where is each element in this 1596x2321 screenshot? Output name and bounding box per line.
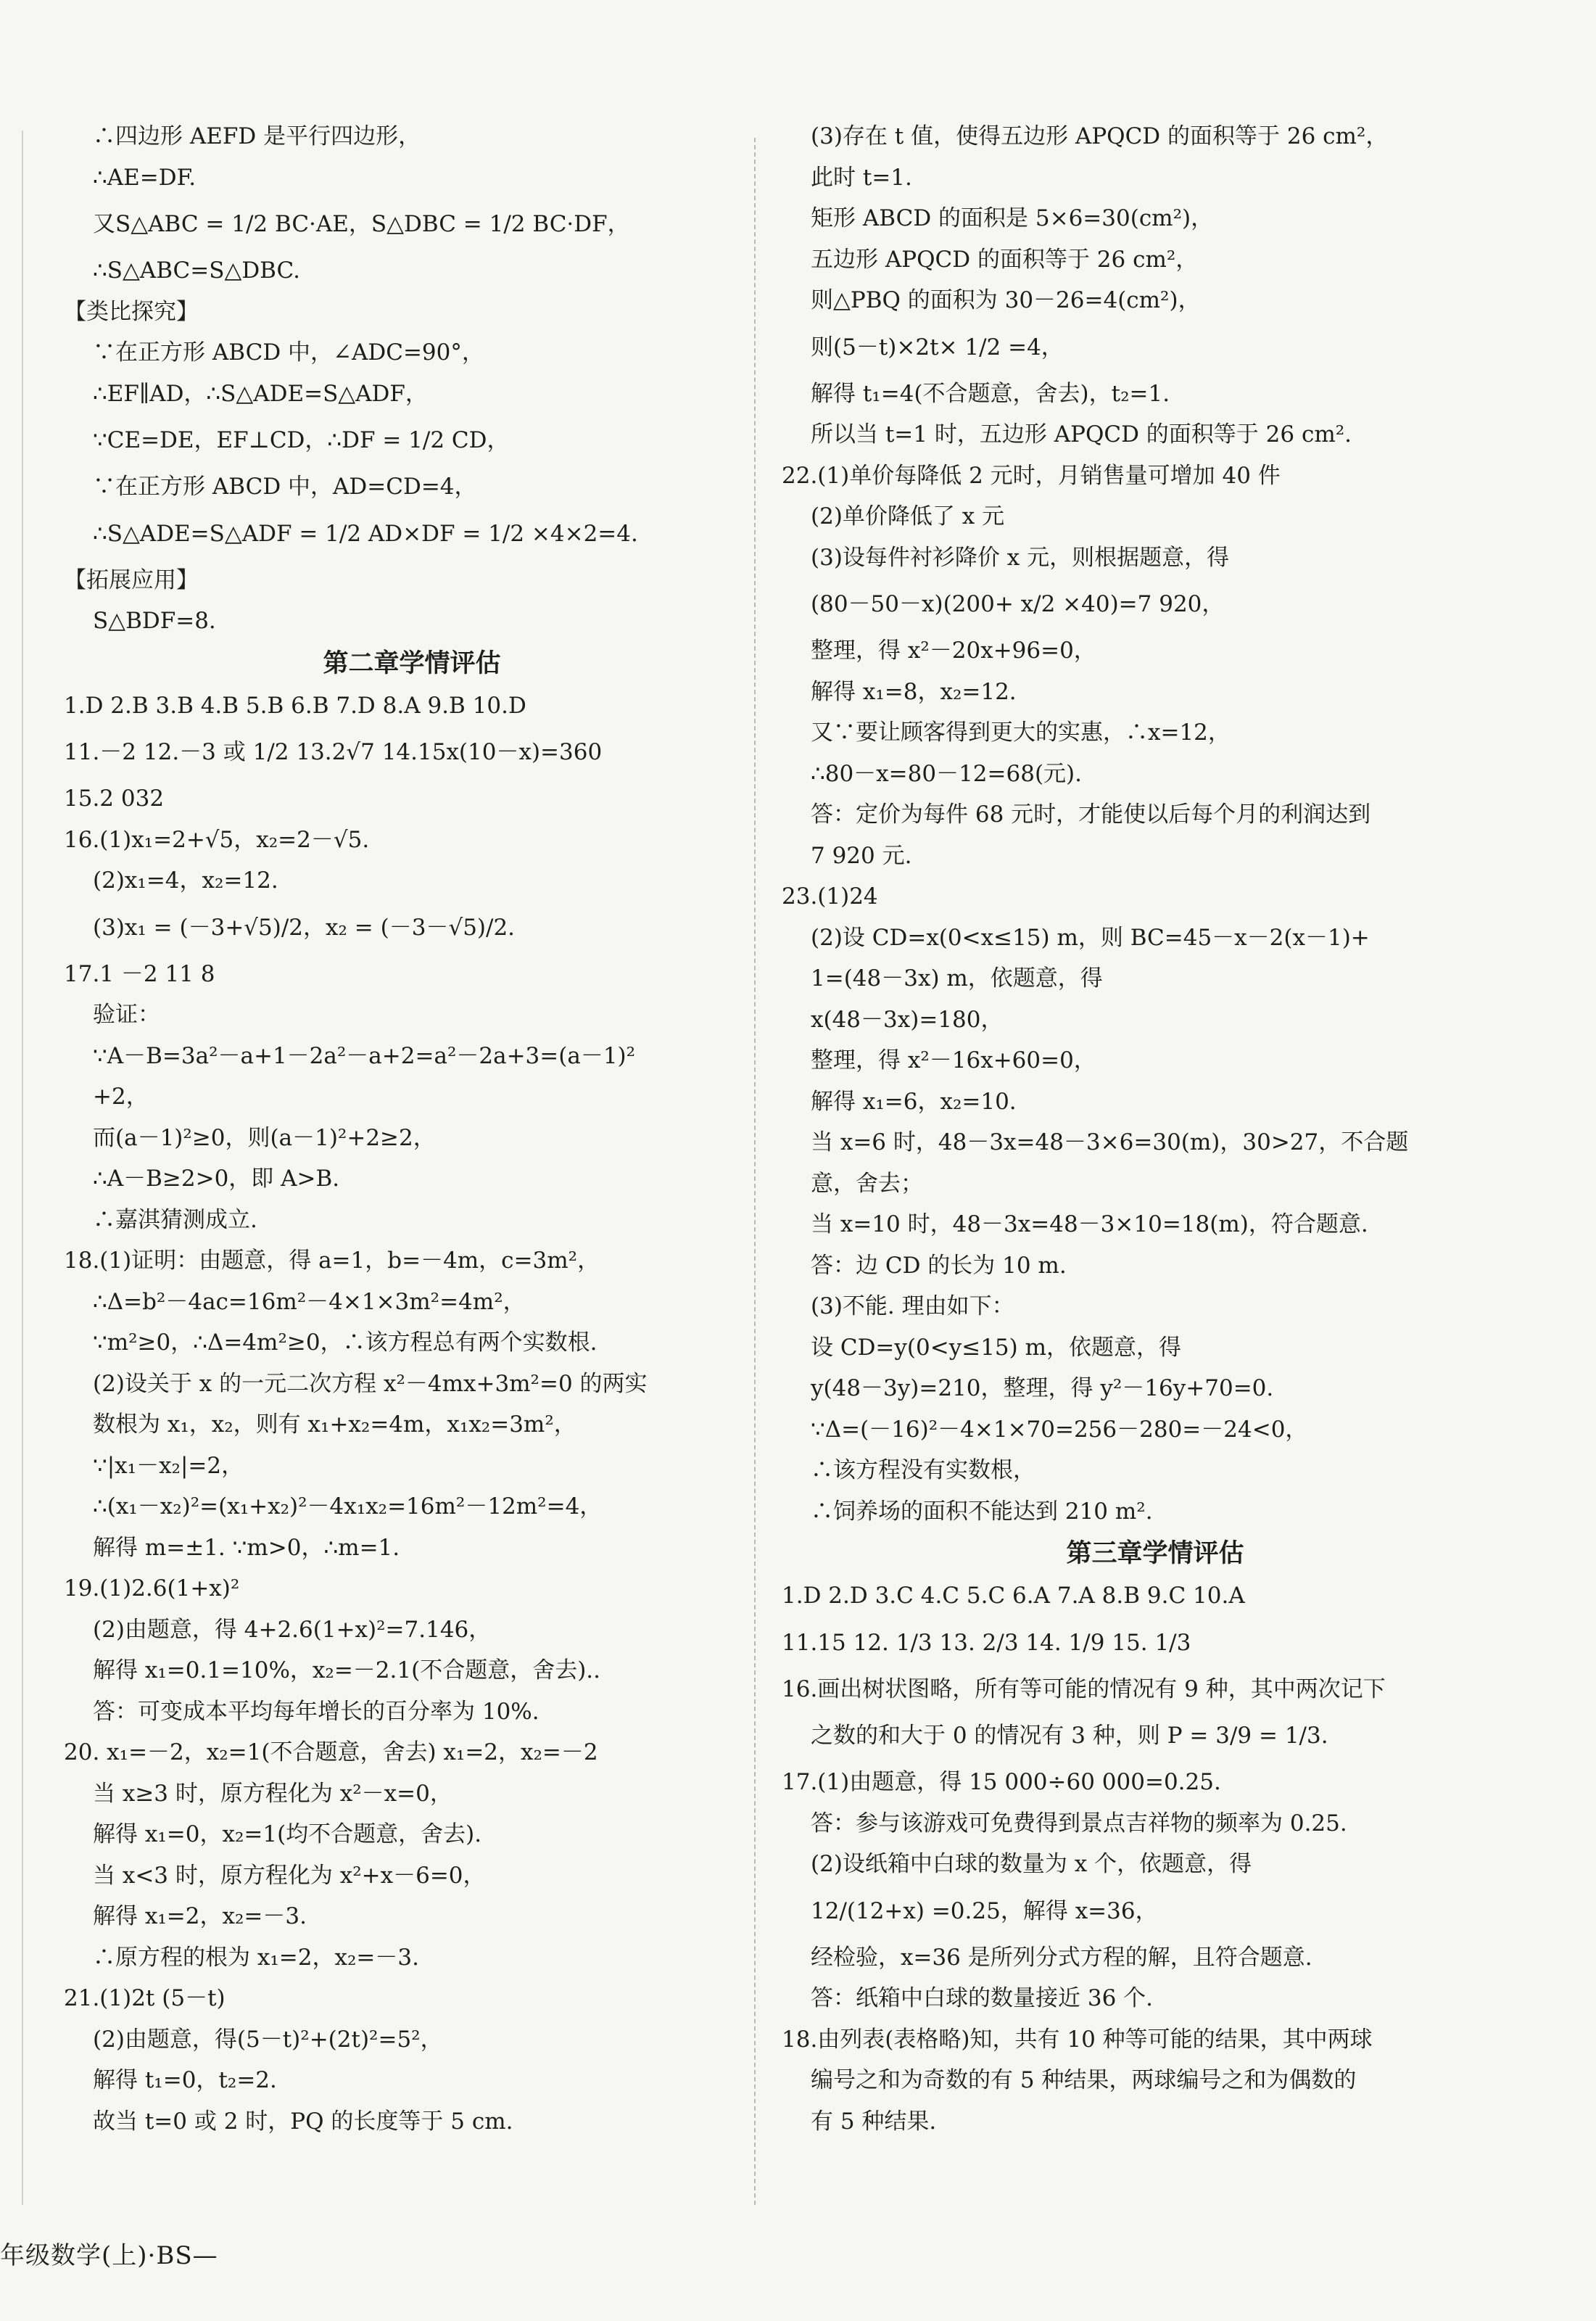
answer-line: 16.(1)x₁=2+√5，x₂=2－√5. [64, 826, 370, 853]
answer-line: 解得 t₁=0，t₂=2. [93, 2067, 277, 2093]
answer-line: 设 CD=y(0<y≤15) m，依题意，得 [811, 1334, 1181, 1361]
answer-line: ∵m²≥0，∴Δ=4m²≥0，∴该方程总有两个实数根. [93, 1329, 598, 1356]
answer-line: (3)存在 t 值，使得五边形 APQCD 的面积等于 26 cm²， [811, 123, 1389, 149]
answer-column-right [782, 116, 1529, 2142]
answer-line: 解得 x₁=6，x₂=10. [811, 1088, 1017, 1115]
answer-line: ∵Δ=(－16)²－4×1×70=256－280=－24<0， [811, 1416, 1308, 1443]
answer-line: ∴嘉淇猜测成立. [93, 1206, 257, 1233]
answer-line: 【类比探究】 [64, 298, 199, 325]
answer-line: 解得 x₁=0.1=10%，x₂=－2.1(不合题意，舍去).. [93, 1657, 600, 1683]
answer-line: 整理，得 x²－16x+60=0， [811, 1047, 1096, 1073]
answer-line: 18.由列表(表格略)知，共有 10 种等可能的结果，其中两球 [782, 2026, 1373, 2053]
section-heading: 第三章学情评估 [1066, 1539, 1244, 1568]
answer-line: 答：纸箱中白球的数量接近 36 个. [811, 1985, 1154, 2011]
answer-line: 19.(1)2.6(1+x)² [64, 1575, 240, 1601]
answer-line: ∴S△ADE=S△ADF = 1/2 AD×DF = 1/2 ×4×2=4. [93, 520, 638, 547]
answer-line: ∴(x₁－x₂)²=(x₁+x₂)²－4x₁x₂=16m²－12m²=4， [93, 1493, 603, 1520]
answer-line: (2)x₁=4，x₂=12. [93, 867, 278, 894]
answer-line: y(48－3y)=210，整理，得 y²－16y+70=0. [811, 1375, 1274, 1401]
left-margin-rule [22, 131, 23, 2205]
answer-line: 答：可变成本平均每年增长的百分率为 10%. [93, 1698, 539, 1725]
answer-line: 当 x=6 时，48－3x=48－3×6=30(m)，30>27，不合题 [811, 1129, 1409, 1155]
answer-line: 1.D 2.D 3.C 4.C 5.C 6.A 7.A 8.B 9.C 10.A [782, 1583, 1245, 1609]
answer-line: ∵CE=DE，EF⊥CD，∴DF = 1/2 CD， [93, 427, 510, 453]
answer-line: 解得 t₁=4(不合题意，舍去)，t₂=1. [811, 380, 1170, 407]
answer-line: 15.2 032 [64, 786, 165, 812]
column-divider [754, 138, 756, 2205]
answer-line: 解得 m=±1. ∵m>0，∴m=1. [93, 1534, 400, 1561]
answer-line: (2)由题意，得 4+2.6(1+x)²=7.146， [93, 1616, 492, 1643]
answer-line: 五边形 APQCD 的面积等于 26 cm²， [811, 246, 1199, 273]
answer-line: 之数的和大于 0 的情况有 3 种，则 P = 3/9 = 1/3. [811, 1723, 1328, 1749]
answer-line: 22.(1)单价每降低 2 元时，月销售量可增加 40 件 [782, 462, 1281, 489]
answer-line: 12/(12+x) =0.25，解得 x=36， [811, 1897, 1158, 1924]
answer-line: 则△PBQ 的面积为 30－26=4(cm²)， [811, 287, 1201, 313]
answer-line: 16.画出树状图略，所有等可能的情况有 9 种，其中两次记下 [782, 1675, 1386, 1702]
answer-column-left [64, 116, 760, 2142]
answer-line: 所以当 t=1 时，五边形 APQCD 的面积等于 26 cm². [811, 421, 1352, 448]
answer-line: 故当 t=0 或 2 时，PQ 的长度等于 5 cm. [93, 2108, 513, 2135]
answer-line: 当 x<3 时，原方程化为 x²+x－6=0， [93, 1862, 486, 1889]
answer-line: 经检验，x=36 是所列分式方程的解，且符合题意. [811, 1944, 1312, 1971]
answer-line: 【拓展应用】 [64, 566, 199, 593]
answer-line: 又S△ABC = 1/2 BC·AE，S△DBC = 1/2 BC·DF， [93, 211, 630, 237]
answer-line: (3)设每件衬衫降价 x 元，则根据题意，得 [811, 544, 1230, 571]
answer-line: S△BDF=8. [93, 608, 216, 634]
answer-line: (2)由题意，得(5－t)²+(2t)²=5²， [93, 2026, 443, 2053]
answer-line: 解得 x₁=8，x₂=12. [811, 678, 1017, 705]
answer-line: (2)设 CD=x(0<x≤15) m，则 BC=45－x－2(x－1)+ [811, 924, 1370, 951]
answer-line: (3)x₁ = (－3+√5)/2，x₂ = (－3－√5)/2. [93, 914, 516, 941]
answer-line: (2)单价降低了 x 元 [811, 503, 1005, 529]
answer-line: ∴AE=DF. [93, 164, 197, 191]
answer-line: 而(a－1)²≥0，则(a－1)²+2≥2， [93, 1124, 436, 1151]
answer-line: ∴该方程没有实数根， [811, 1457, 1035, 1483]
answer-line: 解得 x₁=2，x₂=－3. [93, 1903, 307, 1929]
answer-line: 20. x₁=－2，x₂=1(不合题意，舍去) x₁=2，x₂=－2 [64, 1739, 598, 1765]
answer-line: 解得 x₁=0，x₂=1(均不合题意，舍去). [93, 1821, 482, 1847]
answer-line: 有 5 种结果. [811, 2108, 937, 2135]
answer-line: 17.1 －2 11 8 [64, 960, 215, 987]
answer-line: (3)不能. 理由如下： [811, 1293, 1014, 1319]
answer-line: 当 x=10 时，48－3x=48－3×10=18(m)，符合题意. [811, 1211, 1368, 1237]
answer-line: 数根为 x₁，x₂，则有 x₁+x₂=4m，x₁x₂=3m²， [93, 1411, 576, 1438]
answer-line: ∴A－B≥2>0，即 A>B. [93, 1166, 340, 1192]
answer-line: 答：定价为每件 68 元时，才能使以后每个月的利润达到 [811, 801, 1371, 828]
answer-line: ∵在正方形 ABCD 中，∠ADC=90°， [93, 339, 484, 366]
answer-line: ∵在正方形 ABCD 中，AD=CD=4， [93, 474, 477, 500]
answer-line: (2)设关于 x 的一元二次方程 x²－4mx+3m²=0 的两实 [93, 1370, 648, 1397]
answer-line: 编号之和为奇数的有 5 种结果，两球编号之和为偶数的 [811, 2067, 1357, 2093]
answer-line: 11.－2 12.－3 或 1/2 13.2√7 14.15x(10－x)=360 [64, 739, 603, 765]
answer-line: 意，舍去； [811, 1170, 923, 1197]
answer-line: 答：参与该游戏可免费得到景点吉祥物的频率为 0.25. [811, 1810, 1347, 1836]
answer-line: 矩形 ABCD 的面积是 5×6=30(cm²)， [811, 205, 1214, 231]
answer-line: ∴四边形 AEFD 是平行四边形， [93, 123, 421, 149]
answer-line: ∵|x₁－x₂|=2， [93, 1452, 244, 1479]
answer-line: x(48－3x)=180， [811, 1006, 1004, 1033]
answer-line: ∴80－x=80－12=68(元). [811, 760, 1082, 787]
answer-line: 1.D 2.B 3.B 4.B 5.B 6.B 7.D 8.A 9.B 10.D [64, 692, 526, 719]
answer-line: 则(5－t)×2t× 1/2 =4， [811, 334, 1064, 360]
answer-line: 整理，得 x²－20x+96=0， [811, 638, 1096, 664]
answer-line: 7 920 元. [811, 842, 912, 869]
answer-line: (2)设纸箱中白球的数量为 x 个，依题意，得 [811, 1851, 1252, 1877]
answer-line: 1=(48－3x) m，依题意，得 [811, 965, 1103, 992]
answer-line: ∵A－B=3a²－a+1－2a²－a+2=a²－2a+3=(a－1)² [93, 1042, 636, 1069]
answer-line: ∴原方程的根为 x₁=2，x₂=－3. [93, 1944, 419, 1971]
answer-line: 答：边 CD 的长为 10 m. [811, 1252, 1067, 1279]
answer-line: 当 x≥3 时，原方程化为 x²－x=0， [93, 1780, 452, 1807]
answer-line: 17.(1)由题意，得 15 000÷60 000=0.25. [782, 1769, 1221, 1795]
answer-line: 又∵要让顾客得到更大的实惠，∴x=12， [811, 720, 1231, 746]
answer-line: ∴Δ=b²－4ac=16m²－4×1×3m²=4m²， [93, 1288, 526, 1315]
answer-line: ∴S△ABC=S△DBC. [93, 257, 300, 284]
page-footer: 年级数学(上)·BS— [0, 2241, 218, 2270]
section-heading: 第二章学情评估 [323, 648, 501, 678]
answer-line: ∴EF∥AD，∴S△ADE=S△ADF， [93, 380, 428, 407]
answer-line: 18.(1)证明：由题意，得 a=1，b=－4m，c=3m²， [64, 1248, 600, 1274]
answer-line: +2， [93, 1084, 149, 1110]
answer-line: 23.(1)24 [782, 883, 878, 910]
answer-line: ∴饲养场的面积不能达到 210 m². [811, 1498, 1153, 1525]
answer-line: (80－50－x)(200+ x/2 ×40)=7 920， [811, 591, 1225, 617]
answer-line: 验证： [93, 1002, 160, 1028]
answer-line: 11.15 12. 1/3 13. 2/3 14. 1/9 15. 1/3 [782, 1629, 1191, 1656]
answer-line: 此时 t=1. [811, 164, 912, 191]
answer-line: 21.(1)2t (5－t) [64, 1985, 226, 2011]
